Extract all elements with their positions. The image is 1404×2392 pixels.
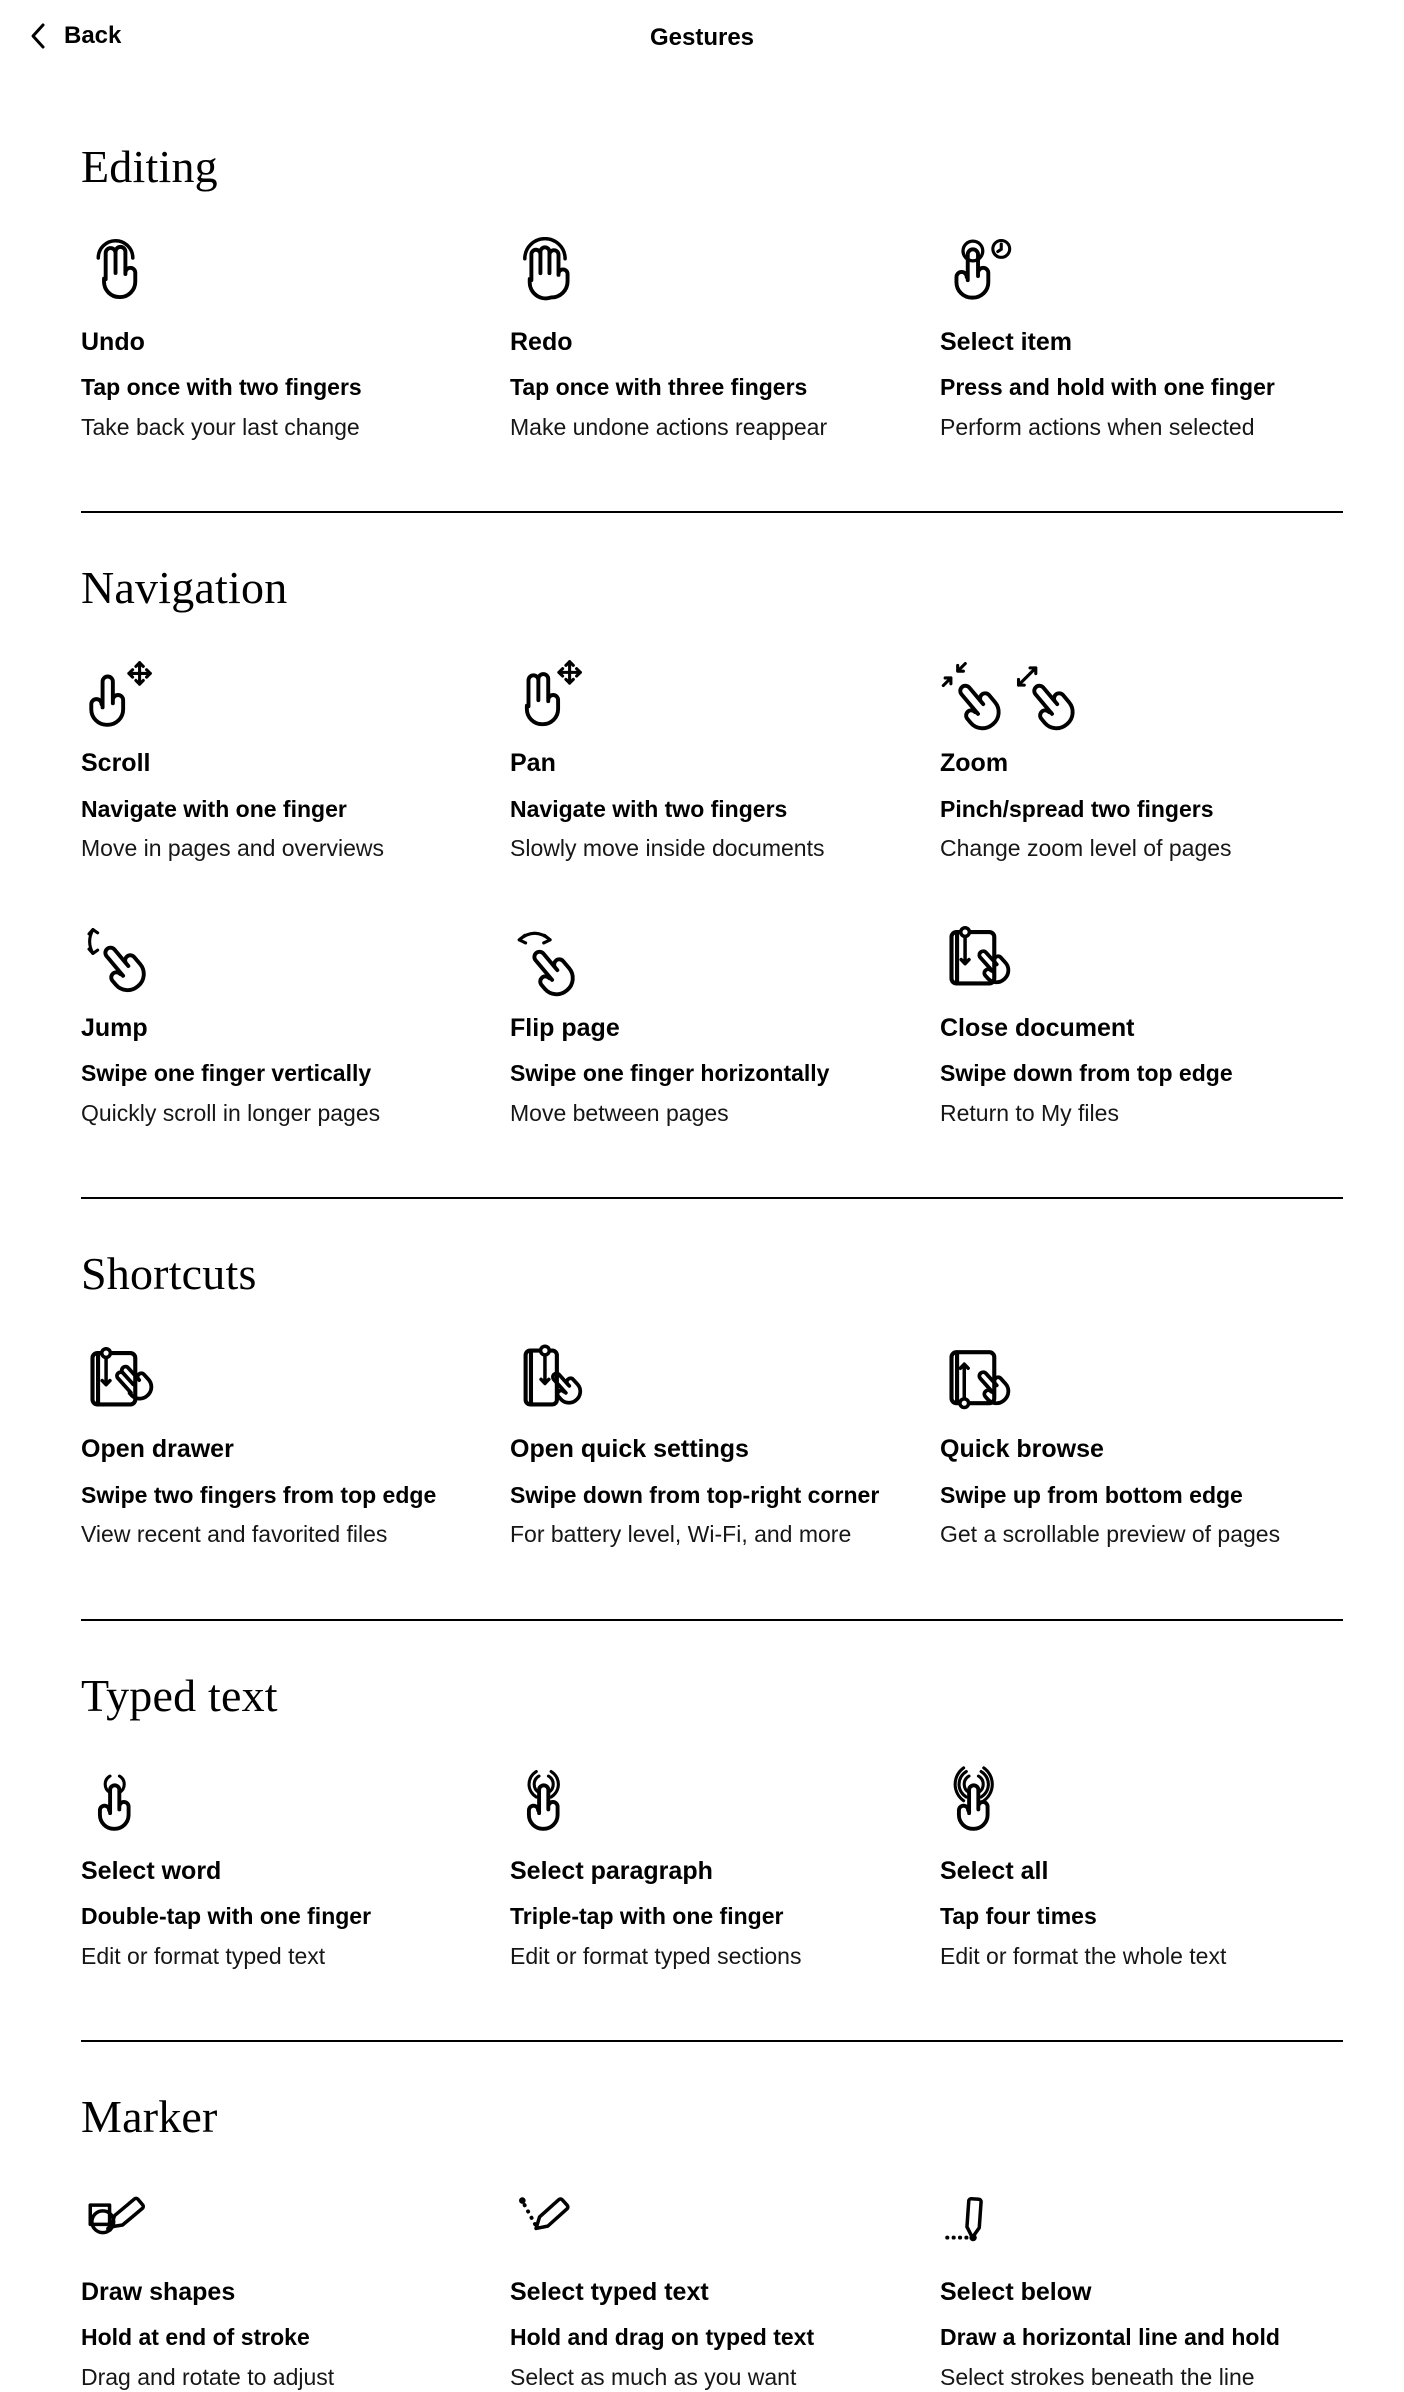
gesture-instruction: Hold at end of stroke xyxy=(81,2324,310,2351)
section-title: Shortcuts xyxy=(81,1248,257,1300)
gesture-title: Jump xyxy=(81,1013,148,1042)
gesture-item xyxy=(510,1762,940,1970)
gesture-item xyxy=(940,919,1343,1127)
section-shortcuts xyxy=(81,1197,1343,1548)
gesture-description: Edit or format typed text xyxy=(81,1942,326,1969)
gesture-title: Open drawer xyxy=(81,1435,234,1464)
gesture-description: Select as much as you want xyxy=(510,2364,797,2391)
gesture-item xyxy=(81,919,510,1127)
gesture-item xyxy=(510,233,940,441)
gesture-instruction: Triple-tap with one finger xyxy=(510,1903,784,1929)
gesture-grid xyxy=(81,2183,1343,2391)
back-label: Back xyxy=(64,22,122,49)
gesture-description: Move between pages xyxy=(510,1099,729,1126)
gesture-title: Select item xyxy=(940,328,1073,356)
tablet-corner-swipe-icon xyxy=(510,1340,920,1418)
swipe-horizontal-icon xyxy=(510,919,920,997)
pinch-spread-icon xyxy=(940,654,1323,732)
gesture-description: Select strokes beneath the line xyxy=(940,2364,1255,2391)
gesture-instruction: Swipe one finger vertically xyxy=(81,1060,372,1087)
double-tap-icon xyxy=(81,1762,490,1840)
gesture-item xyxy=(510,919,940,1127)
gesture-instruction: Swipe two fingers from top edge xyxy=(81,1481,437,1508)
section-navigation xyxy=(81,511,1343,1127)
gesture-item xyxy=(81,2183,510,2391)
gesture-title: Select paragraph xyxy=(510,1856,713,1885)
section-title: Navigation xyxy=(81,562,288,614)
gesture-title: Close document xyxy=(940,1013,1135,1042)
gesture-title: Zoom xyxy=(940,749,1009,778)
gesture-instruction: Press and hold with one finger xyxy=(940,374,1275,401)
gesture-title: Select word xyxy=(81,1856,222,1885)
gesture-description: Drag and rotate to adjust xyxy=(81,2364,335,2391)
pen-shapes-icon xyxy=(81,2183,490,2261)
gesture-description: Move in pages and overviews xyxy=(81,835,384,862)
gesture-instruction: Swipe down from top edge xyxy=(940,1060,1233,1087)
tablet-swipe-down-icon xyxy=(940,919,1323,997)
gesture-title: Select below xyxy=(940,2278,1092,2307)
gesture-item xyxy=(510,2183,940,2391)
gesture-item xyxy=(940,2183,1343,2391)
gesture-instruction: Swipe down from top-right corner xyxy=(510,1481,880,1508)
gesture-description: For battery level, Wi-Fi, and more xyxy=(510,1521,852,1548)
gesture-item xyxy=(940,654,1343,862)
tablet-swipe-up-icon xyxy=(940,1340,1323,1418)
gesture-description: Perform actions when selected xyxy=(940,413,1255,440)
gesture-description: Get a scrollable preview of pages xyxy=(940,1521,1281,1548)
gesture-description: Quickly scroll in longer pages xyxy=(81,1099,381,1126)
section-divider xyxy=(81,2040,1343,2042)
gesture-instruction: Navigate with one finger xyxy=(81,795,347,822)
gesture-description: Take back your last change xyxy=(81,413,360,440)
section-title: Marker xyxy=(81,2091,218,2143)
gesture-item xyxy=(510,654,940,862)
gesture-title: Undo xyxy=(81,328,145,356)
section-divider xyxy=(81,511,1343,513)
gesture-instruction: Tap four times xyxy=(940,1903,1097,1929)
gesture-item xyxy=(940,1762,1343,1970)
section-title: Editing xyxy=(81,141,218,192)
gesture-title: Select typed text xyxy=(510,2278,709,2307)
pen-underline-icon xyxy=(940,2183,1323,2261)
gesture-grid xyxy=(81,654,1343,1127)
quad-tap-icon xyxy=(940,1762,1323,1840)
section-divider xyxy=(81,1197,1343,1199)
gesture-description: View recent and favorited files xyxy=(81,1521,388,1548)
two-finger-tap-icon xyxy=(81,233,490,311)
section-typed-text xyxy=(81,1619,1343,1970)
swipe-vertical-icon xyxy=(81,919,490,997)
gesture-instruction: Swipe one finger horizontally xyxy=(510,1060,830,1087)
gesture-item xyxy=(81,233,510,441)
pen-dashed-line-icon xyxy=(510,2183,920,2261)
gesture-item xyxy=(81,1340,510,1548)
gesture-grid xyxy=(81,1762,1343,1970)
gesture-instruction: Swipe up from bottom edge xyxy=(940,1481,1243,1508)
gesture-item xyxy=(940,233,1343,441)
gesture-instruction: Draw a horizontal line and hold xyxy=(940,2324,1280,2351)
gesture-description: Edit or format typed sections xyxy=(510,1942,802,1969)
gesture-instruction: Hold and drag on typed text xyxy=(510,2324,815,2351)
gesture-grid xyxy=(81,233,1343,441)
gesture-instruction: Tap once with three fingers xyxy=(510,374,808,401)
gesture-instruction: Double-tap with one finger xyxy=(81,1903,372,1929)
press-hold-clock-icon xyxy=(940,233,1323,311)
gesture-instruction: Pinch/spread two fingers xyxy=(940,795,1214,822)
gesture-item xyxy=(81,1762,510,1970)
gesture-title: Quick browse xyxy=(940,1435,1104,1464)
gesture-grid xyxy=(81,1340,1343,1548)
section-editing xyxy=(81,140,1343,441)
gesture-item xyxy=(81,654,510,862)
gesture-title: Draw shapes xyxy=(81,2278,236,2307)
gesture-guide xyxy=(0,140,1404,2392)
tablet-two-finger-swipe-icon xyxy=(81,1340,490,1418)
gesture-item xyxy=(510,1340,940,1548)
triple-tap-icon xyxy=(510,1762,920,1840)
gesture-item xyxy=(940,1340,1343,1548)
gesture-description: Return to My files xyxy=(940,1099,1119,1126)
gesture-description: Edit or format the whole text xyxy=(940,1942,1227,1969)
gesture-title: Pan xyxy=(510,749,556,778)
page-title: Gestures xyxy=(649,24,755,51)
section-marker xyxy=(81,2040,1343,2391)
gesture-title: Flip page xyxy=(510,1013,620,1042)
section-title: Typed text xyxy=(81,1669,278,1721)
section-divider xyxy=(81,1619,1343,1621)
header xyxy=(0,0,1404,76)
gesture-title: Scroll xyxy=(81,749,151,778)
gesture-instruction: Tap once with two fingers xyxy=(81,374,362,401)
two-finger-move-icon xyxy=(510,654,920,732)
gesture-instruction: Navigate with two fingers xyxy=(510,795,788,822)
gesture-title: Open quick settings xyxy=(510,1435,749,1464)
gesture-description: Slowly move inside documents xyxy=(510,835,825,862)
gesture-description: Make undone actions reappear xyxy=(510,413,828,440)
gesture-title: Select all xyxy=(940,1856,1049,1885)
gesture-title: Redo xyxy=(510,328,573,356)
three-finger-tap-icon xyxy=(510,233,920,311)
one-finger-move-icon xyxy=(81,654,490,732)
gesture-description: Change zoom level of pages xyxy=(940,835,1232,862)
